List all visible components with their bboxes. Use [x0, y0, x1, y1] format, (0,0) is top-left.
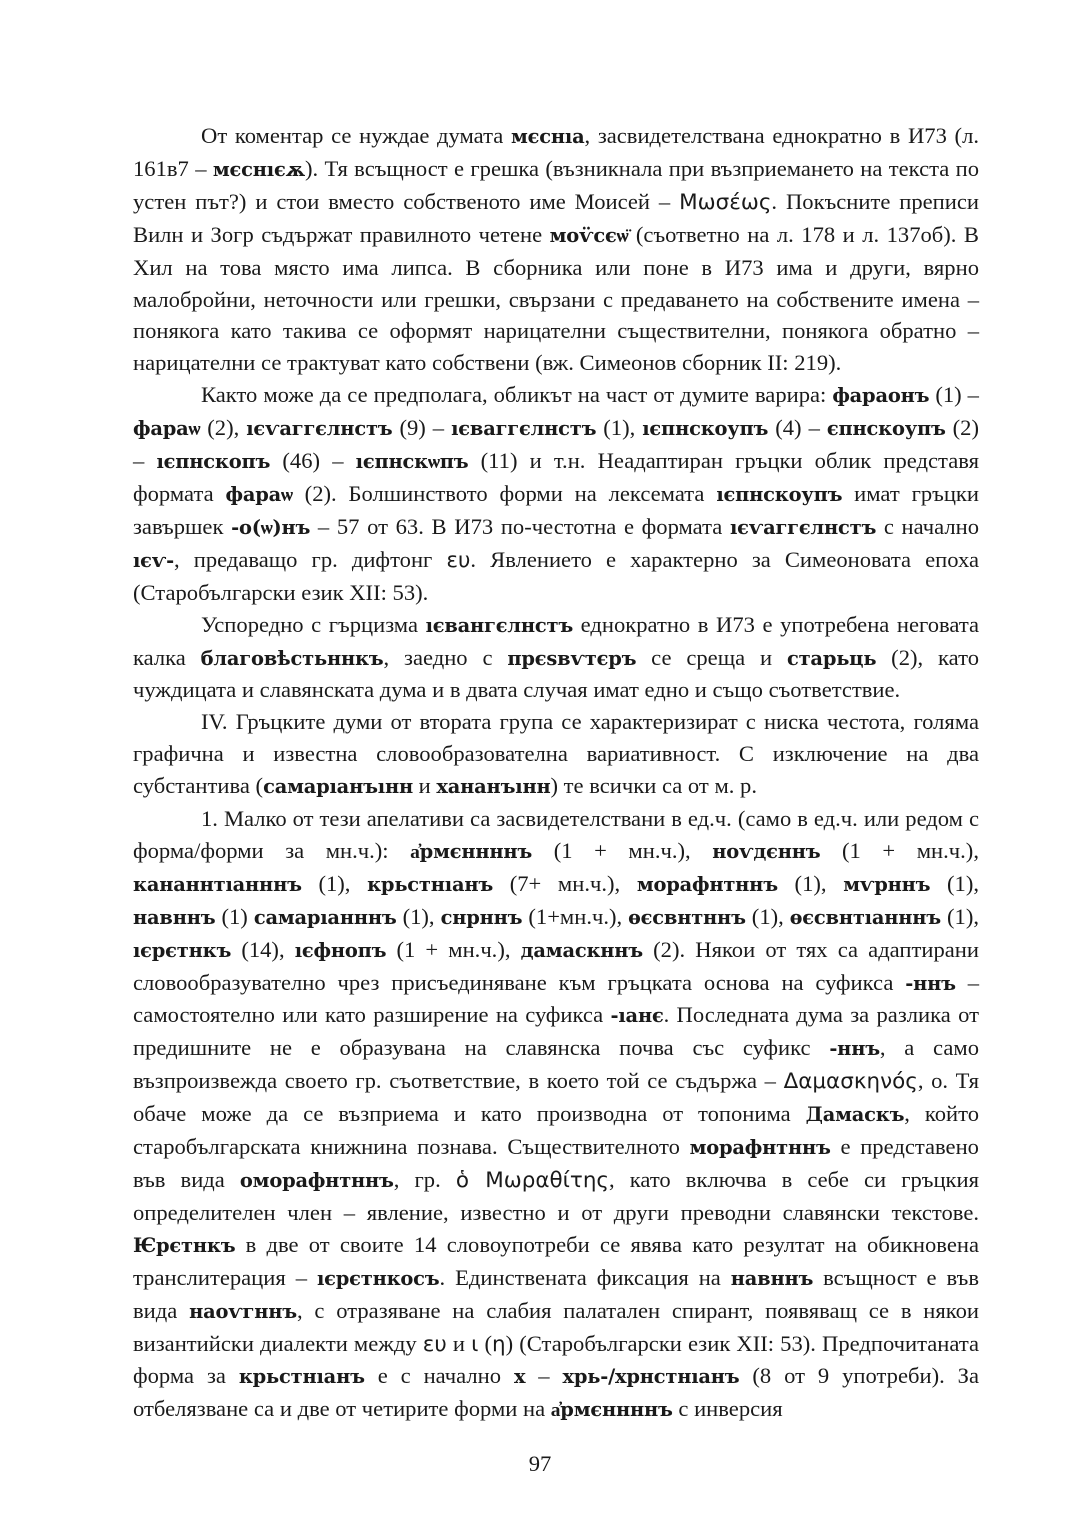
text-run: Както може да се предполага, обликът на част от думите варира: — [201, 382, 833, 408]
greek-word: ευ — [422, 1331, 447, 1357]
text-run: (1 + мн.ч.), — [820, 837, 979, 863]
text-run: (14), — [231, 936, 295, 962]
text-run: еднократно в И73 е употребена неговата калка — [133, 611, 979, 670]
slavonic-word: ноѵдєннъ — [712, 839, 821, 863]
text-run: с инверсия — [672, 1396, 783, 1422]
slavonic-word: крьстнıанъ — [367, 872, 494, 896]
slavonic-word: крьстнıанъ — [238, 1365, 365, 1389]
text-run: (1 + мн.ч.), — [532, 837, 713, 863]
slavonic-word: Ѥрєтнкъ — [133, 1233, 236, 1257]
slavonic-word: а҆рмєннннъ — [410, 839, 533, 863]
slavonic-word: ѳєсвнтннъ — [628, 905, 746, 929]
text-run: – самостоятелно или като разширение на суфикса — [133, 969, 979, 1028]
text-run: е представено във вида — [133, 1134, 979, 1192]
text-run: с начално — [876, 513, 979, 539]
text-run: , а само възпроизвежда своето гр. съответствие, в което той се съдържа – — [133, 1035, 979, 1094]
slavonic-word: хананъıнн — [436, 775, 551, 799]
text-run: . Последната дума за разлика от предишните не е образувана на славянска почва със суфикс — [133, 1002, 979, 1061]
text-run: . Единствената фиксация на — [439, 1264, 731, 1290]
text-run: , предаващо гр. дифтонг — [174, 546, 447, 572]
paragraph — [133, 609, 979, 707]
text-run: (9) – — [392, 415, 452, 441]
text-run: (1) – — [929, 382, 979, 408]
text-run: IV. Гръцките думи от втората група се характеризират с ниска честота, голяма графична и известна словообразователна вариативност. С изключение на два субстантива ( — [133, 709, 979, 799]
text-run: (1 + мн.ч.), — [386, 936, 521, 962]
text-run: (4) – — [768, 415, 827, 441]
greek-word: Δαμασκηνός — [783, 1069, 918, 1095]
text-run: (1), — [301, 870, 368, 896]
text-run: От коментар се нуждае думата — [201, 123, 511, 148]
slavonic-word: старьць — [786, 646, 877, 670]
text-run: (1), — [596, 415, 643, 441]
text-run: (11) и т.н. Неадаптиран гръцки облик представя формата — [133, 448, 980, 506]
text-run: ) те всички са от м. р. — [550, 773, 757, 799]
text-run: всъщност е във вида — [133, 1264, 979, 1323]
slavonic-word: ѳєсвнтıанннъ — [789, 905, 941, 929]
slavonic-word: благовѣстьннкъ — [200, 646, 384, 670]
text-run: ). Тя всъщност е грешка (възникнала при възприемането на текста по устен път?) и стои вместо собственото име Моисей – — [133, 155, 980, 214]
text-run: , заедно с — [383, 644, 508, 670]
text-run: е с начално — [364, 1363, 514, 1389]
slavonic-word: Дамаскъ — [805, 1103, 905, 1127]
slavonic-word: навннъ — [133, 905, 216, 929]
text-run: (46) – — [270, 448, 356, 474]
text-run: . Явлението е характерно за Симеоновата епоха (Старобългарски език XII: 53). — [133, 546, 979, 605]
slavonic-word: хрь-/хрнстнıанъ — [562, 1365, 740, 1389]
slavonic-word: мєснıєѫ — [212, 157, 305, 181]
slavonic-word: ıєвангєлнстъ — [425, 613, 574, 637]
text-run: (1), — [930, 870, 979, 896]
slavonic-word: ıєпнскоупъ — [642, 417, 769, 441]
slavonic-word: ıєрєтнкъ — [133, 938, 232, 962]
text-run: 1. Малко от тези апелативи са засвидетелствани в ед.ч. (само в ед.ч. или редом с форма/форми за мн.ч.): — [133, 806, 979, 863]
slavonic-word: самарıанъıнн — [263, 775, 413, 799]
text-run: – 57 от 63. В И73 по-честотна е формата — [310, 513, 730, 539]
slavonic-word: фараѡ — [133, 417, 201, 441]
text-run: , с отразяване на слабия палатален спирант, появяващ се в някои византийски диалекти между — [133, 1297, 980, 1356]
slavonic-word: фараѡ — [225, 482, 293, 506]
text-run: , засвидетелствана еднократно в И73 (л. 161в7 – — [133, 123, 979, 181]
slavonic-word: ıєфнопъ — [294, 938, 387, 962]
greek-word: Μωσέως — [679, 189, 772, 215]
page-number: 97 — [528, 1451, 552, 1476]
text-run: (1), — [745, 903, 790, 929]
text-run: (7+ мн.ч.), — [493, 870, 637, 896]
text-run: . Покъсните преписи Вилн и Зогр съдържат правилното четене — [133, 188, 979, 247]
text-run: ) (Старобългарски език XII: 53). Предпочитаната форма за — [133, 1330, 980, 1389]
slavonic-word: -ннъ — [905, 971, 956, 995]
text-run: (2), като чуждицата и славянската дума и в двата случая имат едно и също съответствие. — [133, 644, 979, 703]
slavonic-word: ıєпнскопъ — [156, 450, 271, 474]
slavonic-word: х — [513, 1365, 526, 1389]
text-run: и — [446, 1330, 472, 1356]
text-run: в две от своите 14 словоупотреби се явява като резултат на обикновена транслитерация – — [133, 1231, 979, 1290]
text-run: се среща и — [636, 644, 787, 670]
slavonic-word: а҆рмєннннъ — [550, 1398, 673, 1422]
paragraph — [133, 120, 979, 379]
page-body — [133, 120, 979, 1426]
text-run: ( — [478, 1330, 493, 1356]
greek-word: η — [492, 1331, 506, 1357]
slavonic-word: моѵ̈сєѡ̈ — [549, 223, 629, 247]
slavonic-word: фараонъ — [832, 384, 930, 408]
text-run: (1) — [215, 903, 254, 929]
slavonic-word: морафнтннъ — [689, 1136, 831, 1160]
text-run: , който старобългарската книжнина познава. Съществителното — [133, 1101, 980, 1160]
paragraph — [133, 379, 979, 608]
slavonic-word: оморафнтннъ — [239, 1169, 394, 1192]
text-run: (2). Някои от тях са адаптирани словообразувателно чрез присъединяване към гръцката основа на суфикса — [133, 936, 979, 995]
slavonic-word: ıєпнскоупъ — [716, 482, 843, 506]
text-run: , о. Тя обаче може да се възприема и като производна от топонима — [133, 1068, 979, 1127]
slavonic-word: -ннъ — [829, 1037, 880, 1061]
slavonic-word: ıєѵаггєлнстъ — [246, 417, 393, 441]
text-run: , като включва в себе си гръцкия определителен член – явление, известно и от други преводни славянски текстове. — [133, 1167, 979, 1225]
text-run: (1), — [940, 903, 979, 929]
text-run: (1+мн.ч.), — [522, 903, 629, 929]
text-run: (2), — [200, 415, 247, 441]
paragraph — [133, 803, 979, 1426]
slavonic-word: прєѕвѵтєръ — [507, 646, 637, 670]
greek-word: ευ — [446, 547, 471, 573]
slavonic-word: кананнтıанннъ — [133, 872, 302, 896]
slavonic-word: мѵрннъ — [843, 872, 931, 896]
text-run: (8 от 9 употреби). За отбелязване са и две от четирите форми на — [133, 1363, 979, 1422]
slavonic-word: ıєѵ- — [133, 548, 175, 572]
slavonic-word: -ıанє — [610, 1004, 664, 1028]
text-run: Успоредно с гърцизма — [201, 611, 426, 637]
text-run: , гр. — [393, 1167, 456, 1192]
slavonic-word: навннъ — [730, 1266, 814, 1290]
slavonic-word: наоѵгннъ — [189, 1299, 297, 1323]
text-run: – — [525, 1363, 563, 1389]
slavonic-word: ıєѵаггєлнстъ — [729, 515, 877, 539]
paragraph — [133, 706, 979, 803]
text-run: и — [413, 773, 437, 799]
slavonic-word: ıєрєтнкосъ — [316, 1266, 440, 1290]
text-run: (1), — [777, 870, 844, 896]
slavonic-word: єпнскоупъ — [826, 417, 946, 441]
text-run: (съответно на л. 178 и л. 137об). В Хил на това място има липса. В сборника или поне в И73 има и други, вярно малобройни, неточности или грешки, свързани с предаването на собствените имена – понякога като такива се оформят нарицателни съществителни, понякога обратно – нарицателни се трактуват като собствени (вж. Симеонов сборник II: 219). — [133, 221, 979, 376]
slavonic-word: дамаскннъ — [520, 938, 644, 962]
text-run: (2). Болшинството форми на лексемата — [292, 480, 717, 506]
text-run: имат гръцки завършек — [133, 480, 979, 539]
slavonic-word: морафнтннъ — [636, 872, 778, 896]
slavonic-word: -о(ѡ)нъ — [231, 515, 311, 539]
text-run: (1), — [396, 903, 441, 929]
greek-word: ὁ Μωραθίτης — [455, 1168, 610, 1193]
slavonic-word: снрннъ — [440, 905, 523, 929]
slavonic-word: мєснıа — [510, 125, 585, 148]
greek-word: ι — [471, 1331, 479, 1357]
slavonic-word: ıєваггєлнстъ — [451, 417, 597, 441]
slavonic-word: ıєпнскѡпъ — [355, 450, 469, 474]
text-run: (2) – — [133, 415, 980, 474]
slavonic-word: самарıанннъ — [253, 905, 397, 929]
